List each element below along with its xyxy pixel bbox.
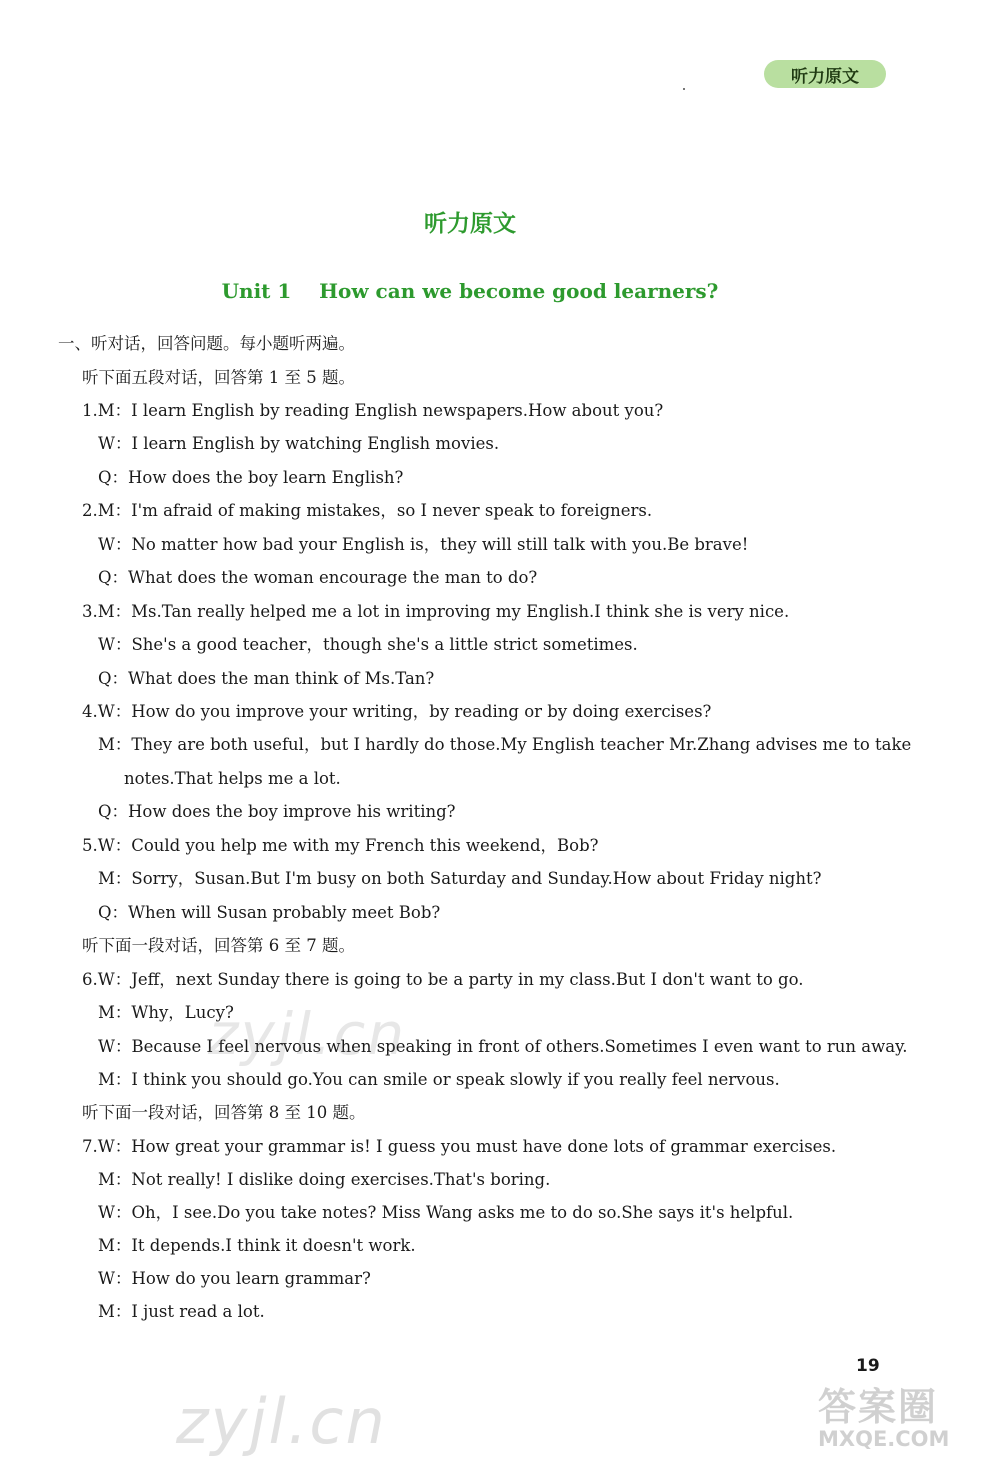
dialogue-line: M：I think you should go.You can smile or speak slowly if you really feel nervous. [98, 1070, 780, 1089]
dialogue-line: 7.W：How great your grammar is! I guess you must have done lots of grammar exercises. [82, 1137, 837, 1156]
dialogue-line: 2.M：I'm afraid of making mistakes，so I never speak to foreigners. [82, 501, 653, 520]
question-line: Q：When will Susan probably meet Bob? [98, 903, 441, 922]
dialogue-line-continued: notes.That helps me a lot. [124, 769, 341, 788]
watermark-logo: zyjl.cn [208, 1000, 407, 1068]
dialogue-line: 6.W：Jeff，next Sunday there is going to be a party in my class.But I don't want to go. [82, 970, 804, 989]
section-heading: 一、听对话，回答问题。每小题听两遍。 [58, 334, 355, 353]
dialogue-line: 5.W：Could you help me with my French this weekend，Bob? [82, 836, 599, 855]
question-line: Q：How does the boy learn English? [98, 468, 404, 487]
dialogue-line: 1.M：I learn English by reading English newspapers.How about you? [82, 401, 664, 420]
page-number: 19 [856, 1356, 880, 1376]
dialogue-line: M：Sorry，Susan.But I'm busy on both Saturday and Sunday.How about Friday night? [98, 869, 822, 888]
dialogue-line: M：Not really! I dislike doing exercises.That's boring. [98, 1170, 551, 1189]
dialogue-line: M：I just read a lot. [98, 1302, 265, 1321]
dialogue-line: W：Because I feel nervous when speaking in front of others.Sometimes I even want to run away. [98, 1037, 908, 1056]
question-line: Q：How does the boy improve his writing? [98, 802, 456, 821]
stray-dot [683, 88, 685, 90]
dialogue-line: M：Why，Lucy? [98, 1003, 234, 1022]
dialogue-line: 3.M：Ms.Tan really helped me a lot in improving my English.I think she is very nice. [82, 602, 790, 621]
question-line: Q：What does the woman encourage the man to do? [98, 568, 538, 587]
dialogue-line: W：Oh，I see.Do you take notes? Miss Wang asks me to do so.She says it's helpful. [98, 1203, 794, 1222]
dialogue-line: M：It depends.I think it doesn't work. [98, 1236, 416, 1255]
dialogue-line: M：They are both useful，but I hardly do those.My English teacher Mr.Zhang advises me to take [98, 735, 912, 754]
corner-logo-text: 答案圈 [818, 1385, 939, 1429]
instruction-line: 听下面一段对话，回答第 6 至 7 题。 [82, 936, 355, 955]
unit-title: Unit 1 How can we become good learners? [221, 279, 719, 303]
dialogue-line: W：No matter how bad your English is，they will still talk with you.Be brave! [98, 535, 749, 554]
dialogue-line: 4.W：How do you improve your writing，by reading or by doing exercises? [82, 702, 712, 721]
watermark-logo: zyjl.cn [176, 1385, 387, 1458]
corner-logo-domain: MXQE.COM [818, 1427, 950, 1451]
dialogue-line: W：I learn English by watching English movies. [98, 434, 500, 453]
instruction-line: 听下面五段对话，回答第 1 至 5 题。 [82, 368, 355, 387]
corner-watermark-logo [818, 1376, 994, 1452]
dialogue-line: W：She's a good teacher，though she's a little strict sometimes. [98, 635, 638, 654]
dialogue-line: W：How do you learn grammar? [98, 1269, 371, 1288]
instruction-line: 听下面一段对话，回答第 8 至 10 题。 [82, 1103, 366, 1122]
header-section-tab: 听力原文 [764, 60, 886, 88]
page-title: 听力原文 [424, 211, 516, 237]
question-line: Q：What does the man think of Ms.Tan? [98, 669, 435, 688]
